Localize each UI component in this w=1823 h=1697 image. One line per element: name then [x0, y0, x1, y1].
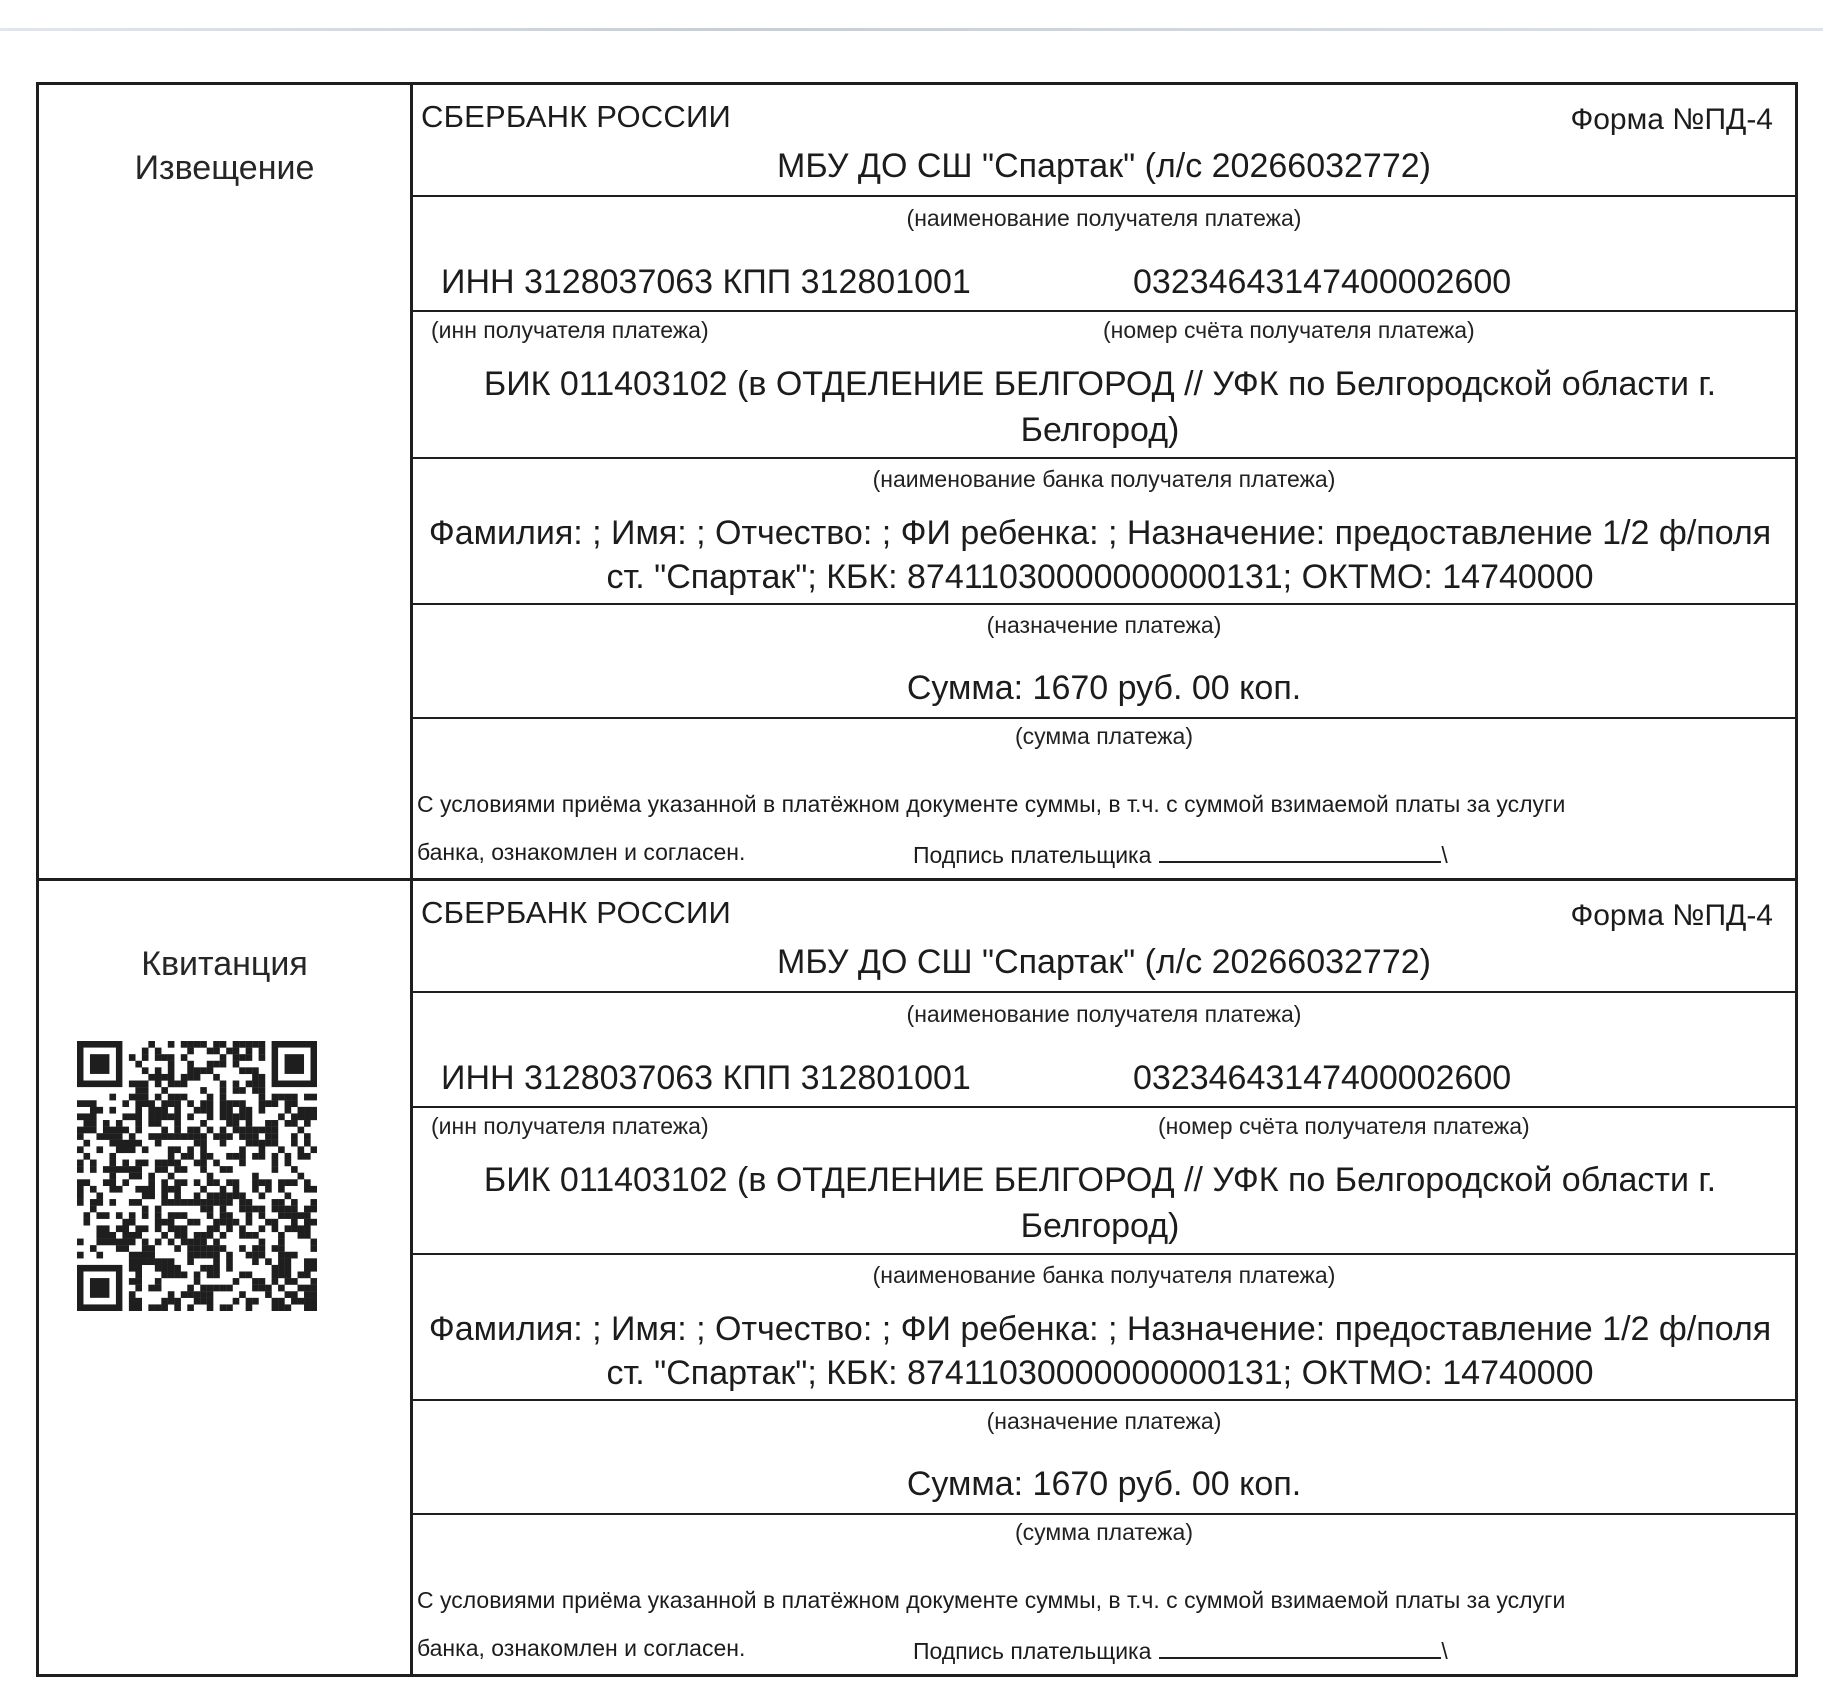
divider: [413, 1513, 1795, 1515]
account-caption: (номер счёта получателя платежа): [1103, 317, 1475, 343]
account-caption: (номер счёта получателя платежа): [1158, 1113, 1530, 1139]
receipt-section: [39, 881, 1795, 1674]
divider: [413, 1253, 1795, 1255]
purpose-caption: (назначение платежа): [986, 612, 1222, 638]
divider: [413, 991, 1795, 993]
signature-end-mark: \: [1441, 1638, 1448, 1664]
signature-label: Подпись плательщика: [913, 842, 1152, 868]
inn-caption: (инн получателя платежа): [431, 1113, 709, 1139]
bank-bik: БИК 011403102 (в ОТДЕЛЕНИЕ БЕЛГОРОД // УФК по Белгородской области г. Белгород): [483, 1161, 1717, 1245]
signature-end-mark: \: [1441, 842, 1448, 868]
form-number: Форма №ПД-4: [1570, 103, 1773, 136]
payee-name: МБУ ДО СШ "Спартак" (л/с 20266032772): [777, 943, 1431, 981]
divider: [413, 1106, 1795, 1108]
qr-code-icon: [77, 1041, 317, 1311]
amount-caption: (сумма платежа): [1014, 723, 1193, 749]
receipt-details: [413, 881, 1795, 1674]
bank-name: СБЕРБАНК РОССИИ: [421, 895, 731, 930]
payment-amount: Сумма: 1670 руб. 00 коп.: [906, 1465, 1302, 1503]
divider: [413, 717, 1795, 719]
inn-caption: (инн получателя платежа): [431, 317, 709, 343]
bank-caption: (наименование банка получателя платежа): [872, 1262, 1336, 1288]
account-number: 03234643147400002600: [1133, 263, 1512, 301]
bank-name: СБЕРБАНК РОССИИ: [421, 99, 731, 134]
terms-text: С условиями приёма указанной в платёжном документе суммы, в т.ч. с суммой взимаемой платы за услуги: [417, 791, 1566, 817]
terms-agreement: банка, ознакомлен и согласен.: [417, 1635, 746, 1661]
payment-amount: Сумма: 1670 руб. 00 коп.: [906, 669, 1302, 707]
divider: [413, 195, 1795, 197]
payee-caption: (наименование получателя платежа): [906, 205, 1302, 231]
divider: [413, 310, 1795, 312]
payer-signature: [913, 841, 1448, 869]
inn-kpp: ИНН 3128037063 КПП 312801001: [441, 1059, 971, 1097]
divider: [413, 457, 1795, 459]
payee-name: МБУ ДО СШ "Спартак" (л/с 20266032772): [777, 147, 1431, 185]
signature-field[interactable]: [1159, 1637, 1441, 1659]
signature-label: Подпись плательщика: [913, 1638, 1152, 1664]
receipt-title: Квитанция: [141, 945, 308, 983]
bank-caption: (наименование банка получателя платежа): [872, 466, 1336, 492]
notice-section: [39, 85, 1795, 881]
inn-kpp: ИНН 3128037063 КПП 312801001: [441, 263, 971, 301]
purpose-caption: (назначение платежа): [986, 1408, 1222, 1434]
payer-signature: [913, 1637, 1448, 1665]
bank-bik: БИК 011403102 (в ОТДЕЛЕНИЕ БЕЛГОРОД // УФК по Белгородской области г. Белгород): [483, 365, 1717, 449]
terms-text: С условиями приёма указанной в платёжном документе суммы, в т.ч. с суммой взимаемой платы за услуги: [417, 1587, 1566, 1613]
terms-agreement: банка, ознакомлен и согласен.: [417, 839, 746, 865]
amount-caption: (сумма платежа): [1014, 1519, 1193, 1545]
receipt-left-column: [39, 881, 413, 1674]
divider: [413, 1399, 1795, 1401]
payment-purpose: Фамилия: ; Имя: ; Отчество: ; ФИ ребенка: ; Назначение: предоставление 1/2 ф/поля ст. "Спартак"; КБК: 87411030000000000131; ОКТМО: 14740000: [428, 514, 1772, 596]
account-number: 03234643147400002600: [1133, 1059, 1512, 1097]
form-number: Форма №ПД-4: [1570, 899, 1773, 932]
payee-caption: (наименование получателя платежа): [906, 1001, 1302, 1027]
payment-purpose: Фамилия: ; Имя: ; Отчество: ; ФИ ребенка: ; Назначение: предоставление 1/2 ф/поля ст. "Спартак"; КБК: 87411030000000000131; ОКТМО: 14740000: [428, 1310, 1772, 1392]
notice-title: Извещение: [134, 149, 315, 187]
notice-details: [413, 85, 1795, 878]
signature-field[interactable]: [1159, 841, 1441, 863]
notice-left-column: [39, 85, 413, 878]
payment-form-pd4: [36, 82, 1798, 1677]
divider: [413, 603, 1795, 605]
scan-top-edge: [0, 28, 1823, 31]
